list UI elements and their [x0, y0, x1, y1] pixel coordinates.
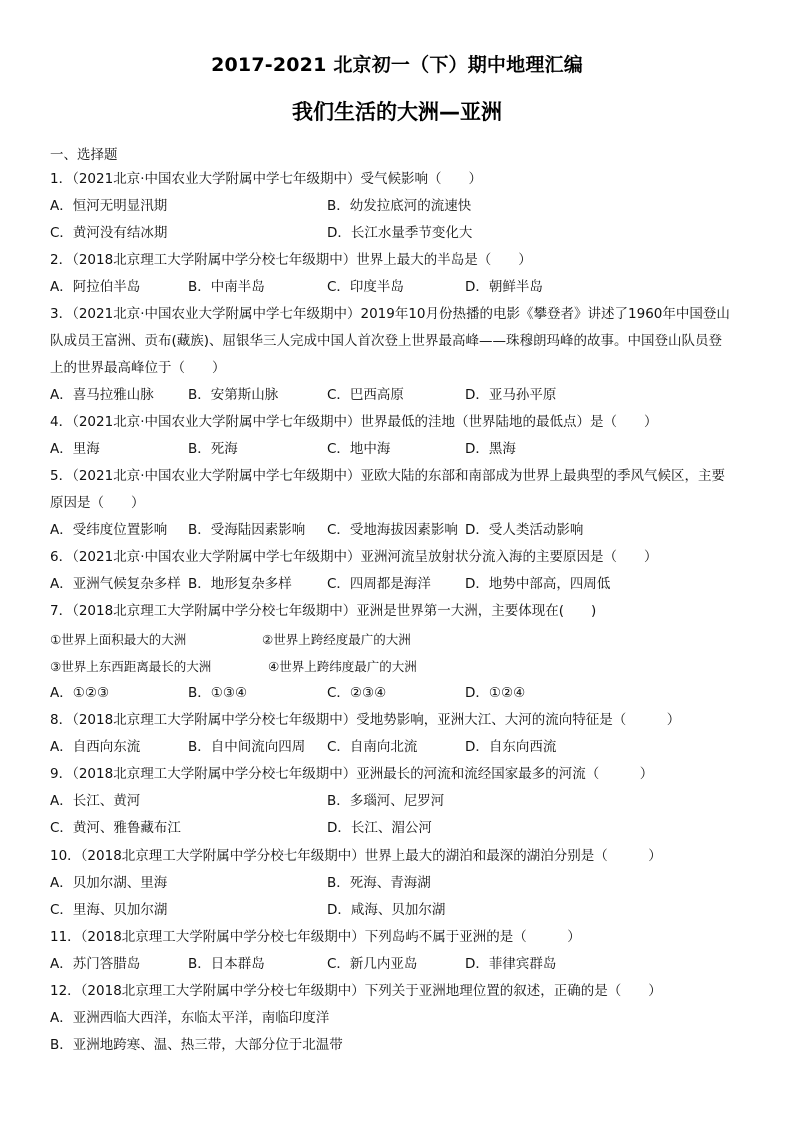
q11-option-d: D．菲律宾群岛 — [465, 956, 557, 972]
q7-option-c: C．②③④ — [327, 685, 387, 701]
question-1-stem: 1．（2021北京·中国农业大学附属中学七年级期中）受气候影响（ ） — [50, 171, 482, 187]
q7-option-a: A．①②③ — [50, 685, 110, 701]
question-5-stem-line-1: 5．（2021北京·中国农业大学附属中学七年级期中）亚欧大陆的东部和南部成为世界上最典型的季风气候区，主要 — [50, 468, 725, 484]
document-title: 2017-2021 北京初一（下）期中地理汇编 — [211, 54, 583, 76]
q11-option-b: B．日本群岛 — [188, 956, 265, 972]
question-5-stem-line-2: 原因是（ ） — [50, 495, 145, 511]
q4-option-a: A．里海 — [50, 441, 100, 457]
question-2-stem: 2．（2018北京理工大学附属中学分校七年级期中）世界上最大的半岛是（ ） — [50, 252, 532, 268]
question-8-stem: 8．（2018北京理工大学附属中学分校七年级期中）受地势影响，亚洲大江、大河的流向特征是（ ） — [50, 712, 681, 728]
question-9-stem: 9．（2018北京理工大学附属中学分校七年级期中）亚洲最长的河流和流经国家最多的河流（ ） — [50, 766, 654, 782]
q3-option-a: A．喜马拉雅山脉 — [50, 387, 154, 403]
q2-option-b: B．中南半岛 — [188, 279, 265, 295]
q5-option-b: B．受海陆因素影响 — [188, 522, 306, 538]
question-10-stem: 10．（2018北京理工大学附属中学分校七年级期中）世界上最大的湖泊和最深的湖泊分别是（ ） — [50, 848, 662, 864]
q11-option-a: A．苏门答腊岛 — [50, 956, 141, 972]
question-3-stem-line-2: 队成员王富洲、贡布(藏族)、屈银华三人完成中国人首次登上世界最高峰——珠穆朗玛峰的故事。中国登山队员登 — [50, 333, 723, 349]
q8-option-c: C．自南向北流 — [327, 739, 418, 755]
q4-option-d: D．黑海 — [465, 441, 516, 457]
q7-option-b: B．①③④ — [188, 685, 248, 701]
question-7-stem: 7．（2018北京理工大学附属中学分校七年级期中）亚洲是世界第一大洲，主要体现在( ) — [50, 603, 597, 619]
q10-option-a: A．贝加尔湖、里海 — [50, 875, 168, 891]
q3-option-b: B．安第斯山脉 — [188, 387, 279, 403]
q8-option-b: B．自中间流向四周 — [188, 739, 306, 755]
question-11-stem: 11．（2018北京理工大学附属中学分校七年级期中）下列岛屿不属于亚洲的是（ ） — [50, 929, 581, 945]
q6-option-c: C．四周都是海洋 — [327, 576, 431, 592]
q1-option-a: A．恒河无明显汛期 — [50, 198, 168, 214]
q4-option-c: C．地中海 — [327, 441, 391, 457]
q6-option-b: B．地形复杂多样 — [188, 576, 292, 592]
question-6-stem: 6．（2021北京·中国农业大学附属中学七年级期中）亚洲河流呈放射状分流入海的主要原因是（ ） — [50, 549, 658, 565]
q3-option-d: D．亚马孙平原 — [465, 387, 557, 403]
q10-option-b: B．死海、青海湖 — [327, 875, 431, 891]
question-3-stem-line-1: 3．（2021北京·中国农业大学附属中学七年级期中）2019年10月份热播的电影《攀登者》讲述了1960年中国登山 — [50, 306, 730, 322]
q6-option-a: A．亚洲气候复杂多样 — [50, 576, 181, 592]
q9-option-a: A．长江、黄河 — [50, 793, 141, 809]
q2-option-a: A．阿拉伯半岛 — [50, 279, 141, 295]
q3-option-c: C．巴西高原 — [327, 387, 404, 403]
q4-option-b: B．死海 — [188, 441, 238, 457]
q5-option-a: A．受纬度位置影响 — [50, 522, 168, 538]
q9-option-d: D．长江、湄公河 — [327, 820, 432, 836]
q7-statement-1: ①世界上面积最大的大洲 — [50, 632, 187, 647]
q6-option-d: D．地势中部高，四周低 — [465, 576, 611, 592]
q5-option-d: D．受人类活动影响 — [465, 522, 584, 538]
q11-option-c: C．新几内亚岛 — [327, 956, 418, 972]
q10-option-d: D．咸海、贝加尔湖 — [327, 902, 446, 918]
q7-statement-3: ③世界上东西距离最长的大洲 — [50, 659, 212, 674]
q1-option-c: C．黄河没有结冰期 — [50, 225, 168, 241]
q1-option-d: D．长江水量季节变化大 — [327, 225, 473, 241]
q1-option-b: B．幼发拉底河的流速快 — [327, 198, 472, 214]
q9-option-b: B．多瑙河、尼罗河 — [327, 793, 445, 809]
document-subtitle: 我们生活的大洲—亚洲 — [292, 100, 502, 124]
q2-option-d: D．朝鲜半岛 — [465, 279, 543, 295]
q7-statement-2: ②世界上跨经度最广的大洲 — [262, 632, 411, 647]
q2-option-c: C．印度半岛 — [327, 279, 404, 295]
q5-option-c: C．受地海拔因素影响 — [327, 522, 458, 538]
question-12-stem: 12．（2018北京理工大学附属中学分校七年级期中）下列关于亚洲地理位置的叙述，正确的是（ ） — [50, 983, 662, 999]
q7-statement-4: ④世界上跨纬度最广的大洲 — [268, 659, 417, 674]
q7-option-d: D．①②④ — [465, 685, 526, 701]
q10-option-c: C．里海、贝加尔湖 — [50, 902, 168, 918]
q12-option-a: A．亚洲西临大西洋，东临太平洋，南临印度洋 — [50, 1010, 330, 1026]
question-4-stem: 4．（2021北京·中国农业大学附属中学七年级期中）世界最低的洼地（世界陆地的最低点）是（ ） — [50, 414, 658, 430]
section-heading: 一、选择题 — [50, 147, 118, 163]
q12-option-b: B．亚洲地跨寒、温、热三带，大部分位于北温带 — [50, 1037, 343, 1053]
q9-option-c: C．黄河、雅鲁藏布江 — [50, 820, 181, 836]
q8-option-a: A．自西向东流 — [50, 739, 141, 755]
q8-option-d: D．自东向西流 — [465, 739, 557, 755]
question-3-stem-line-3: 上的世界最高峰位于（ ） — [50, 360, 226, 376]
